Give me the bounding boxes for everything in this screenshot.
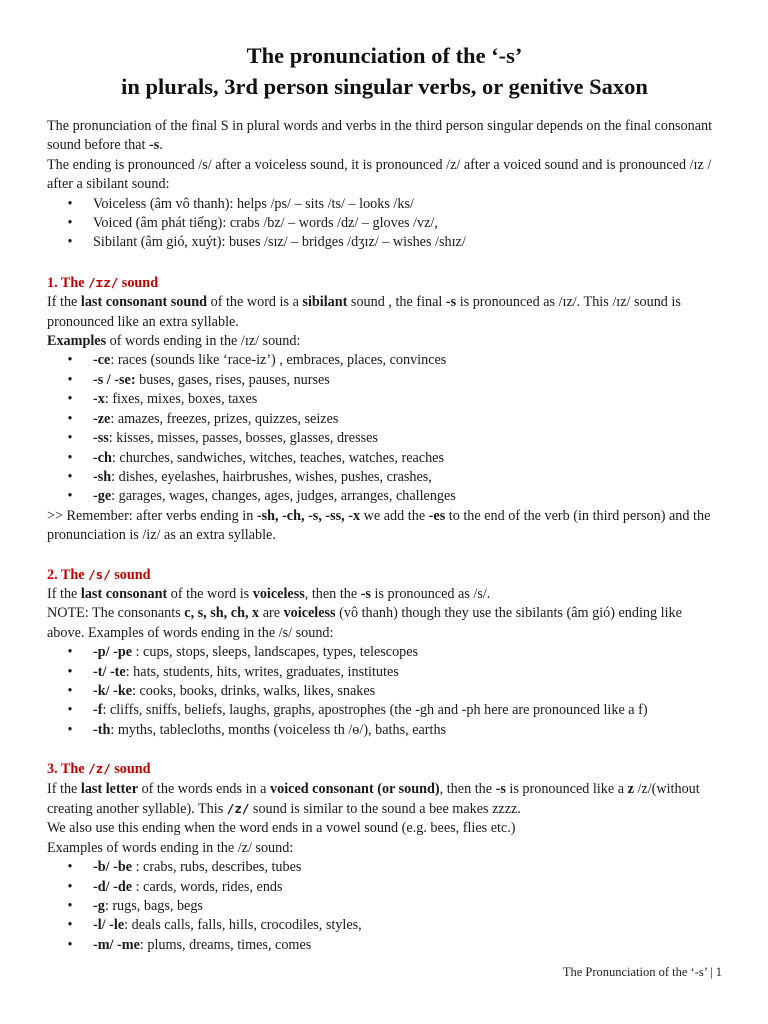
section-1-list [47, 351, 722, 506]
list-item: • -f: cliffs, sniffs, beliefs, laughs, graphs, apostrophes (the -gh and -ph here are pronounced like a f) [47, 701, 722, 720]
bullet-icon: • [67, 215, 73, 232]
list-item: • -k/ -ke: cooks, books, drinks, walks, likes, snakes [47, 682, 722, 701]
list-item: • -ce: races (sounds like ‘race-iz’) , embraces, places, convinces [47, 351, 722, 370]
section-1-heading: 1. The /ɪz/ sound [47, 274, 159, 291]
list-item: • -sh: dishes, eyelashes, hairbrushes, wishes, pushes, crashes, [47, 468, 722, 487]
intro-paragraph-2: The ending is pronounced /s/ after a voiceless sound, it is pronounced /z/ after a voiced sound and is pronounced /ɪz / after a sibilant sound: [47, 156, 712, 193]
bullet-icon: • [67, 468, 73, 485]
list-item: • Voiceless (âm vô thanh): helps /ps/ – sits /ts/ – looks /ks/ [47, 195, 722, 214]
bullet-icon: • [67, 878, 73, 895]
bullet-icon: • [67, 859, 73, 876]
bullet-icon: • [67, 449, 73, 466]
page-footer: The Pronunciation of the ‘-s’ | 1 [562, 965, 722, 979]
list-item: • -s / -se: buses, gases, rises, pauses, nurses [47, 371, 722, 390]
section-3-examples-intro: Examples of words ending in the /z/ sound: [47, 839, 294, 856]
section-2-paragraph: If the last consonant of the word is voiceless, then the -s is pronounced as /s/. [47, 585, 491, 602]
bullet-icon: • [67, 682, 73, 699]
list-item: • -x: fixes, mixes, boxes, taxes [47, 390, 722, 409]
bullet-icon: • [67, 663, 73, 680]
bullet-icon: • [67, 644, 73, 661]
intro-paragraph-1: The pronunciation of the final S in plural words and verbs in the third person singular depends on the final consonant sound before that -s. [47, 118, 713, 154]
list-item: • -th: myths, tablecloths, months (voiceless th /ө/), baths, earths [47, 721, 722, 740]
list-item: • -d/ -de : cards, words, rides, ends [47, 878, 722, 897]
section-2-note: NOTE: The consonants c, s, sh, ch, x are voiceless (vô thanh) though they use the sibilants (âm gió) ending like above. Examples of words ending in the /s/ sound: [47, 605, 682, 641]
bullet-icon: • [67, 702, 73, 719]
intro-section [47, 117, 722, 253]
list-item: • Voiced (âm phát tiếng): crabs /bz/ – words /dz/ – gloves /vz/, [47, 214, 722, 233]
bullet-icon: • [67, 430, 73, 447]
bullet-icon: • [67, 195, 73, 212]
bullet-icon: • [67, 917, 73, 934]
list-item: • -m/ -me: plums, dreams, times, comes [47, 936, 722, 955]
list-item: • -b/ -be : crabs, rubs, describes, tubes [47, 858, 722, 877]
list-item: • -ze: amazes, freezes, prizes, quizzes, seizes [47, 410, 722, 429]
bullet-icon: • [67, 352, 73, 369]
title-line-2: in plurals, 3rd person singular verbs, or genitive Saxon [121, 74, 648, 99]
section-1-examples-intro: Examples of words ending in the /ɪz/ sound: [47, 333, 301, 350]
bullet-icon: • [67, 410, 73, 427]
section-1-remember: >> Remember: after verbs ending in -sh, -ch, -s, -ss, -x we add the -es to the end of the verb (in third person) and the pronunciation is /iz/ as an extra syllable. [47, 507, 711, 544]
section-3-list [47, 858, 722, 955]
section-3-vowel-note: We also use this ending when the word ends in a vowel sound (e.g. bees, flies etc.) [47, 820, 516, 837]
bullet-icon: • [67, 898, 73, 915]
list-item: • -ch: churches, sandwiches, witches, teaches, watches, reaches [47, 449, 722, 468]
bullet-icon: • [67, 488, 73, 505]
bullet-icon: • [67, 936, 73, 953]
bullet-icon: • [67, 391, 73, 408]
list-item: • -l/ -le: deals calls, falls, hills, crocodiles, styles, [47, 916, 722, 935]
section-2-list [47, 643, 722, 740]
section-3-paragraph: If the last letter of the words ends in a voiced consonant (or sound), then the -s is pronounced like a z /z/(without creating another syllable). This /z/ sound is similar to the sound a bee makes zzzz. [47, 780, 700, 817]
bullet-icon: • [67, 721, 73, 738]
section-2-heading: 2. The /s/ sound [47, 566, 151, 583]
intro-bullet-list [47, 195, 722, 253]
bullet-icon: • [67, 371, 73, 388]
section-1-paragraph: If the last consonant sound of the word is a sibilant sound , the final -s is pronounced as /ɪz/. This /ɪz/ sound is pronounced like an extra syllable. [47, 294, 681, 330]
list-item: • -t/ -te: hats, students, hits, writes, graduates, institutes [47, 663, 722, 682]
list-item: • Sibilant (âm gió, xuýt): buses /sɪz/ – bridges /dʒɪz/ – wishes /shɪz/ [47, 233, 722, 252]
list-item: • -ss: kisses, misses, passes, bosses, glasses, dresses [47, 429, 722, 448]
bullet-icon: • [67, 234, 73, 251]
page-title [47, 40, 722, 102]
section-3-heading: 3. The /z/ sound [47, 761, 151, 778]
list-item: • -g: rugs, bags, begs [47, 897, 722, 916]
title-line-1: The pronunciation of the ‘-s’ [246, 43, 523, 68]
list-item: • -p/ -pe : cups, stops, sleeps, landscapes, types, telescopes [47, 643, 722, 662]
list-item: • -ge: garages, wages, changes, ages, judges, arranges, challenges [47, 487, 722, 506]
